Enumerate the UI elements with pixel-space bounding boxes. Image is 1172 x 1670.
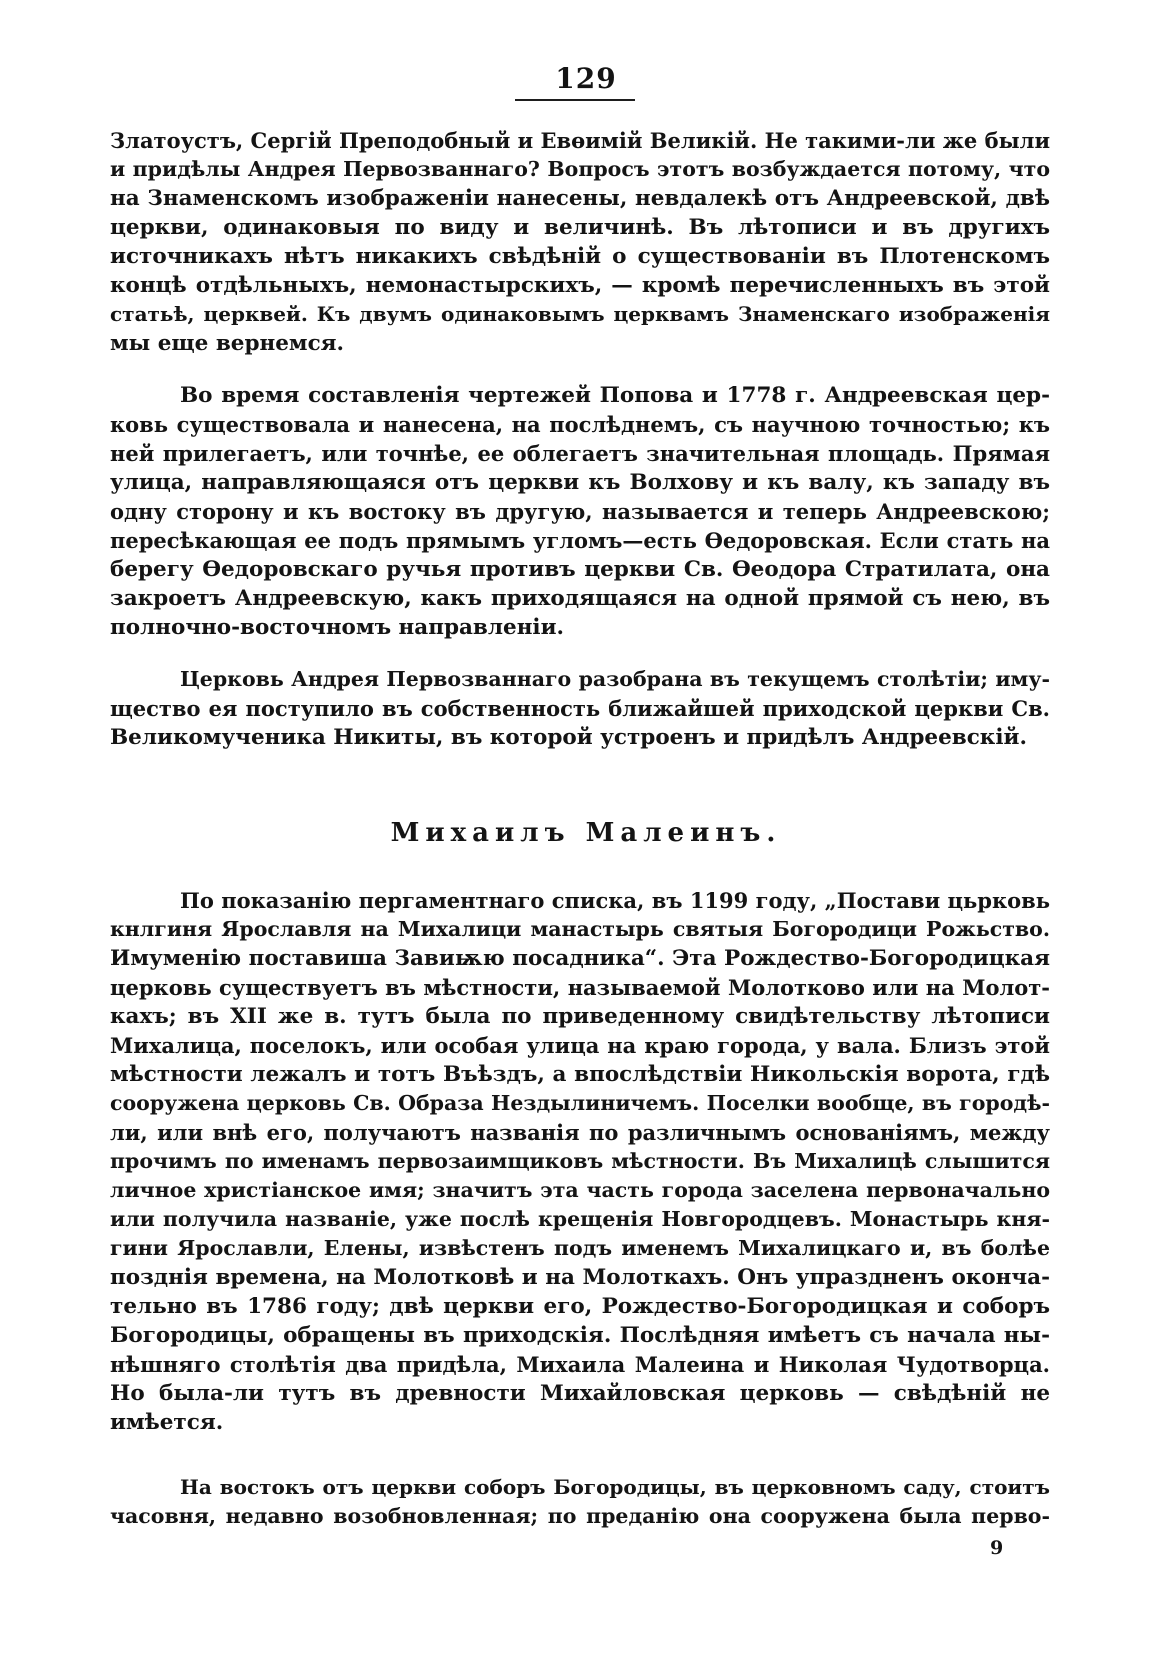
text-line: сооружена церковь Св. Образа Нездылиничемъ. Поселки вообще, въ городѣ-	[110, 1091, 1050, 1115]
text-line: Но была-ли тутъ въ древности Михайловская церковь — свѣдѣній не	[110, 1381, 1050, 1406]
text-line: пересѣкающая ее подъ прямымъ угломъ—есть Өедоровская. Если стать на	[110, 528, 1050, 553]
paragraph-4	[110, 886, 1050, 1437]
text-line: ли, или внѣ его, получаютъ названія по различнымъ основаніямъ, между	[110, 1120, 1050, 1145]
text-line: Великомученика Никиты, въ которой устроенъ и придѣлъ Андреевскій.	[110, 725, 1027, 750]
text-line: Во время составленія чертежей Попова и 1778 г. Андреевская цер-	[180, 383, 1050, 408]
text-line: одну сторону и къ востоку въ другую, называется и теперь Андреевскою;	[110, 499, 1050, 524]
text-line: щество ея поступило въ собственность ближайшей приходской церкви Св.	[110, 696, 1050, 721]
paragraph-5	[110, 1473, 1050, 1531]
text-line: позднія времена, на Молотковѣ и на Молоткахъ. Онъ упраздненъ оконча-	[110, 1265, 1050, 1290]
text-line: Михалица, поселокъ, или особая улица на краю города, у вала. Близъ этой	[110, 1033, 1050, 1058]
text-line: личное христіанское имя; значитъ эта часть города заселена первоначально	[110, 1178, 1050, 1202]
text-line: Златоустъ, Сергій Преподобный и Евөимій Великій. Не такими-ли же были	[110, 128, 1050, 153]
text-line: полночно-восточномъ направленіи.	[110, 615, 565, 640]
text-line: Имуменію поставиша Завиѭю посадника“. Эта Рождество-Богородицкая	[110, 946, 1050, 971]
paragraph-2	[110, 381, 1050, 642]
header-rule	[515, 99, 635, 101]
text-line: гини Ярославли, Елены, извѣстенъ подъ именемъ Михалицкаго и, въ болѣе	[110, 1236, 1050, 1260]
text-line: ней прилегаетъ, или точнѣе, ее облегаетъ значительная площадь. Прямая	[110, 441, 1050, 466]
text-line: На востокъ отъ церкви соборъ Богородицы, въ церковномъ саду, стоитъ	[180, 1475, 1050, 1499]
text-line: ковь существовала и нанесена, на послѣднемъ, съ научною точностью; къ	[110, 412, 1050, 437]
text-line: часовня, недавно возобновленная; по преданію она сооружена была перво-	[110, 1504, 1050, 1528]
section-heading: Михаилъ Малеинъ.	[390, 818, 782, 848]
text-line: прочимъ по именамъ первозаимщиковъ мѣстности. Въ Михалицѣ слышится	[110, 1149, 1050, 1173]
text-line: закроетъ Андреевскую, какъ приходящаяся на одной прямой съ нею, въ	[110, 586, 1050, 611]
text-line: церкви, одинаковыя по виду и величинѣ. Въ лѣтописи и въ другихъ	[110, 215, 1050, 240]
page-number: 129	[555, 62, 617, 95]
text-line: улица, направляющаяся отъ церкви къ Волхову и къ валу, къ западу въ	[110, 470, 1050, 495]
text-line: или получила названіе, уже послѣ крещенія Новгородцевъ. Монастырь кня-	[110, 1207, 1050, 1231]
text-line: кнлгиня Ярославля на Михалици манастырь святыя Богородици Рожьство.	[110, 917, 1050, 941]
text-line: на Знаменскомъ изображеніи нанесены, невдалекѣ отъ Андреевской, двѣ	[110, 186, 1050, 211]
text-line: имѣется.	[110, 1410, 224, 1435]
text-line: тельно въ 1786 году; двѣ церкви его, Рождество-Богородицкая и соборъ	[110, 1294, 1050, 1319]
text-line: берегу Өедоровскаго ручья противъ церкви Св. Өеодора Стратилата, она	[110, 557, 1050, 582]
text-line: концѣ отдѣльныхъ, немонастырскихъ, — кромѣ перечисленныхъ въ этой	[110, 273, 1050, 298]
text-line: мѣстности лежалъ и тотъ Въѣздъ, а впослѣдствіи Никольскія ворота, гдѣ	[110, 1062, 1050, 1087]
text-line: Церковь Андрея Первозваннаго разобрана въ текущемъ столѣтіи; иму-	[180, 667, 1050, 691]
signature-mark: 9	[990, 1537, 1004, 1559]
paragraph-1	[110, 126, 1050, 358]
text-line: источникахъ нѣтъ никакихъ свѣдѣній о существованіи въ Плотенскомъ	[110, 244, 1050, 269]
text-line: церковь существуетъ въ мѣстности, называемой Молотково или на Молот-	[110, 975, 1050, 1000]
paragraph-3	[110, 665, 1050, 752]
text-line: статьѣ, церквей. Къ двумъ одинаковымъ церквамъ Знаменскаго изображенія	[110, 302, 1050, 326]
text-line: нѣшняго столѣтія два придѣла, Михаила Малеина и Николая Чудотворца.	[110, 1352, 1050, 1377]
text-line: Богородицы, обращены въ приходскія. Послѣдняя имѣетъ съ начала ны-	[110, 1323, 1050, 1348]
text-line: и придѣлы Андрея Первозваннаго? Вопросъ этотъ возбуждается потому, что	[110, 157, 1050, 181]
text-line: мы еще вернемся.	[110, 331, 345, 356]
text-line: По показанію пергаментнаго списка, въ 1199 году, „Постави цьрковь	[180, 888, 1050, 913]
text-line: кахъ; въ XII же в. тутъ была по приведенному свидѣтельству лѣтописи	[110, 1004, 1050, 1029]
